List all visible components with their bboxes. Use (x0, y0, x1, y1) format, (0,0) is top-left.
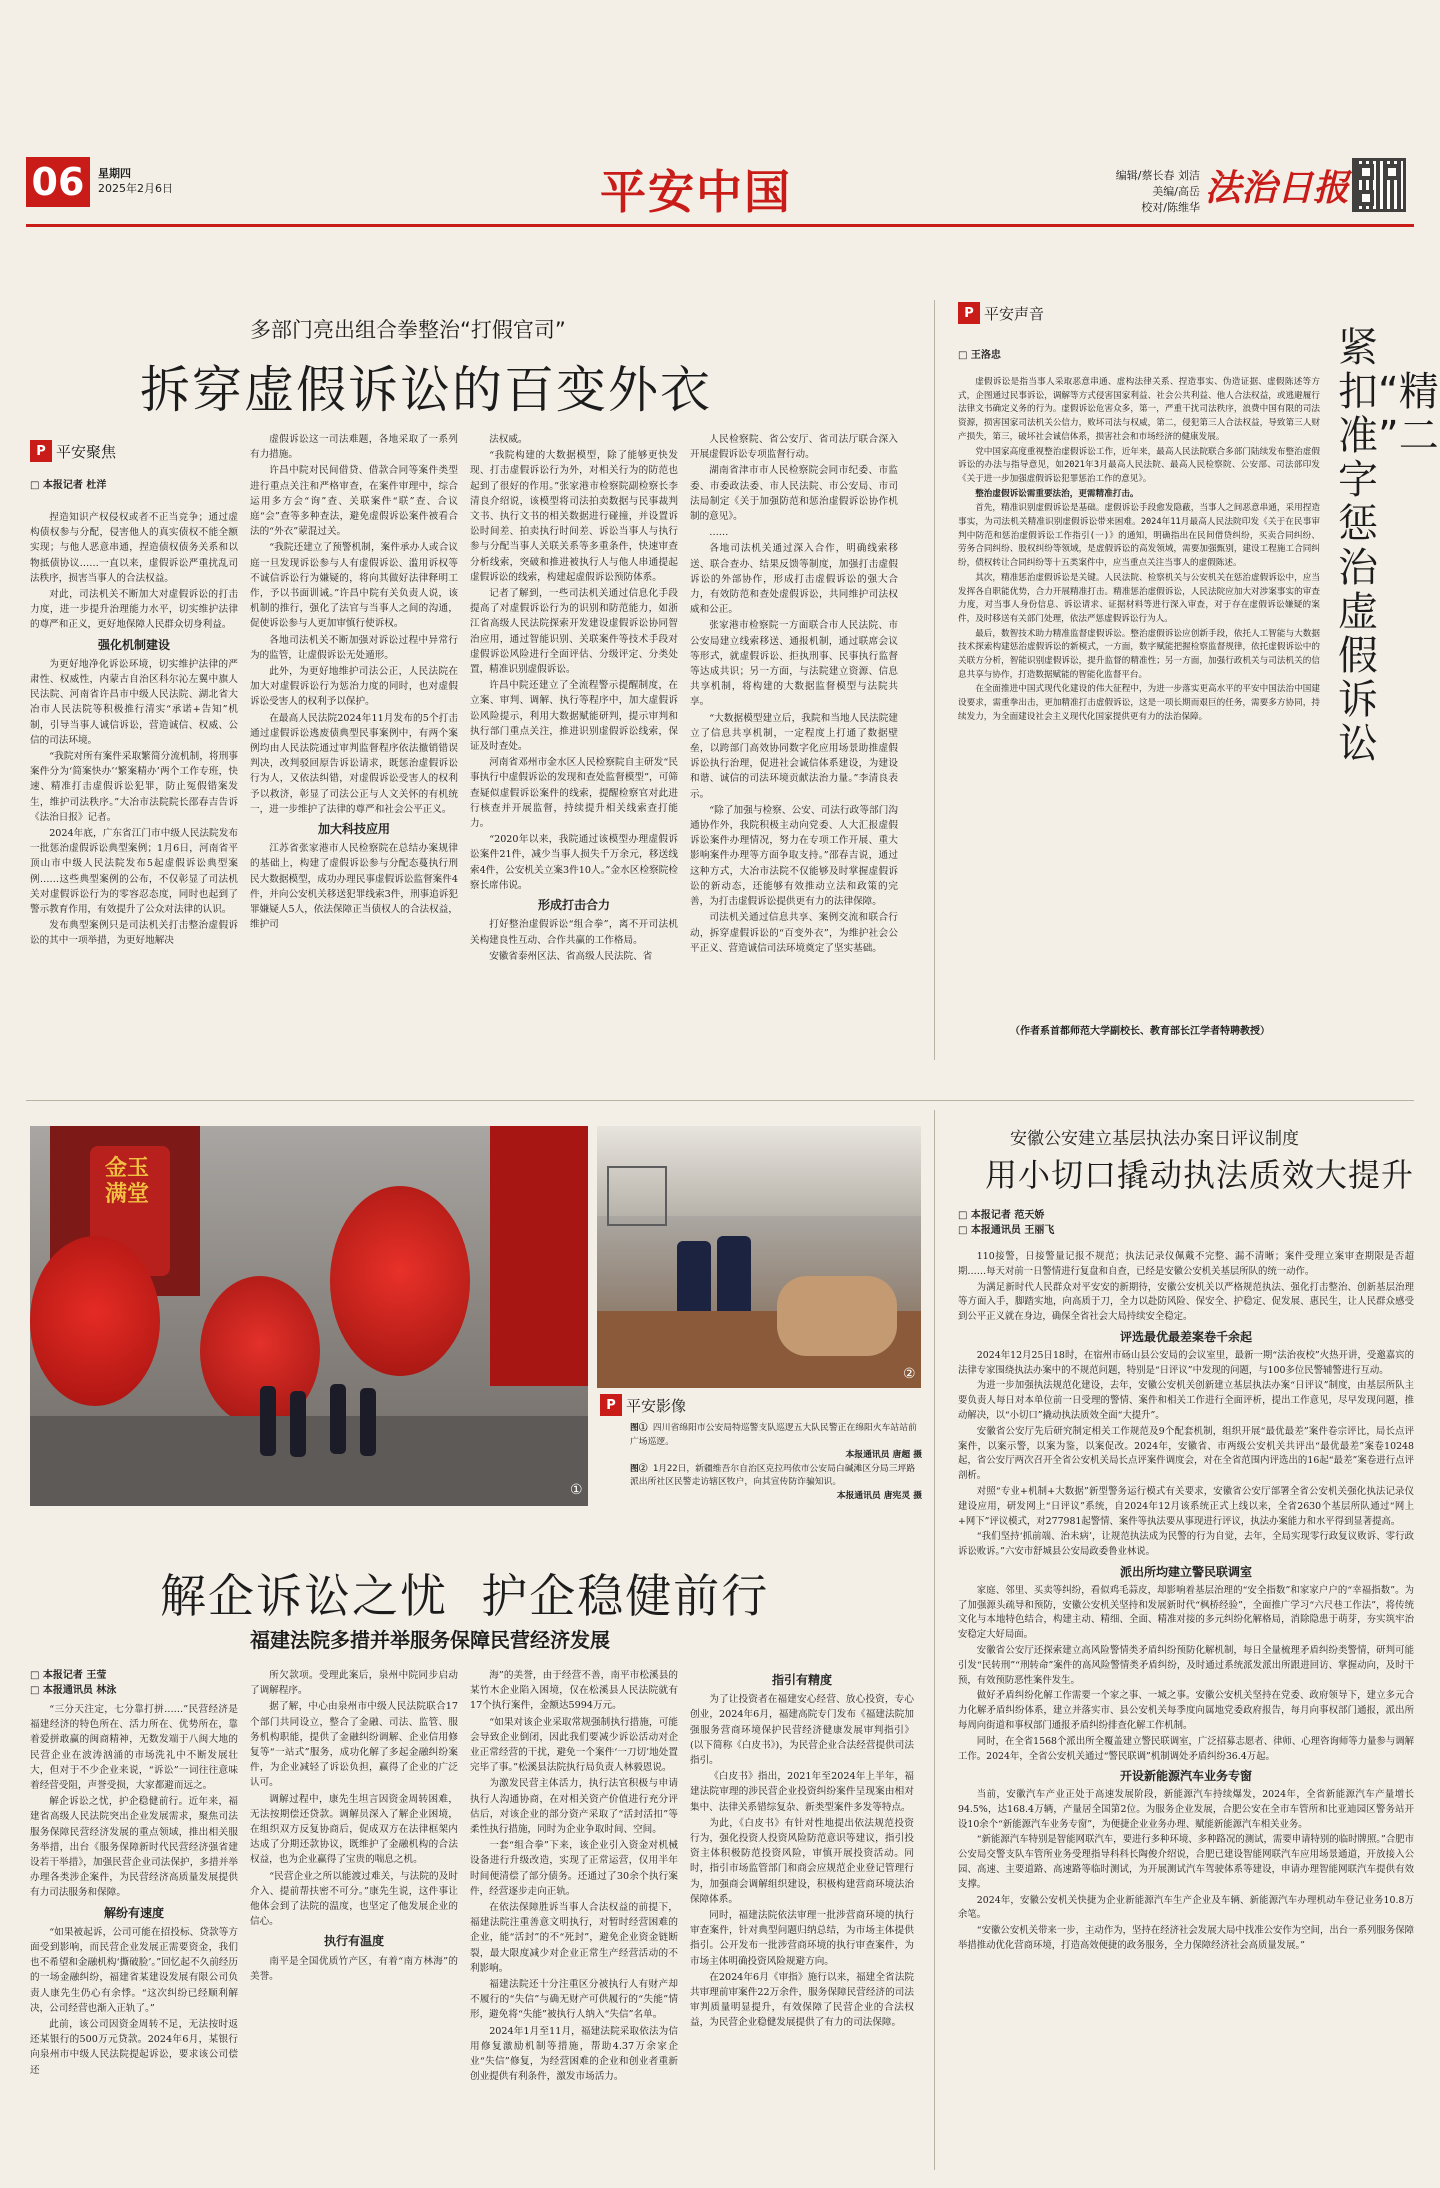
editor-line-3: 校对/陈维华 (1141, 201, 1200, 214)
paragraph: 许昌中院对民间借贷、借款合同等案件类型进行重点关注和严格审查，在案件审理中，综合运用多方会“询”查、关联案件“联”查、合议庭“会”查等多种查法，避免虚假诉讼案件被看合法的“外衣”蒙混过关。 (250, 465, 458, 538)
paragraph: 所欠款项。受理此案后，泉州中院同步启动了调解程序。 (250, 1670, 458, 1697)
paragraph: …… (709, 527, 729, 539)
paragraph: 海”的美誉，由于经营不善，南平市松溪县的某竹木企业陷入困境，仅在松溪县人民法院就有17个执行案件，金额达5994万元。 (470, 1670, 678, 1712)
paragraph: 安徽省泰州区法、省高级人民法院、省 (489, 950, 653, 962)
paragraph: 2024年1月至11月，福建法院采取依法为信用修复激励机制等措施，帮助4.37万余家企业“失信”修复，为经营困难的企业和创业者重新创业提供有利条件，激发市场活力。 (470, 2025, 678, 2083)
paragraph: 安徽省公安厅先后研究制定相关工作规范及9个配套机制，组织开展“最优最差”案件卷宗评比，局长点评案件，以案示警，以案为鉴，以案促改。2024年，安徽省、市两级公安机关共评出“最优最差”案卷10248起，省公安厅两次召开全省公安机关局长点评案件调度会，对在全省范围内评选出的16起“最差”案卷进行点评剖析。 (958, 1425, 1414, 1482)
paragraph: 湖南省津市市人民检察院会同市纪委、市监委、市委政法委、市人民法院、市公安局、市司法局制定《关于加强防范和惩治虚假诉讼协作机制的意见》。 (690, 465, 898, 523)
paragraph: 2024年，安徽公安机关快捷为企业新能源汽车生产企业及车辆、新能源汽车办理机动车登记业务10.8万余笔。 (958, 1894, 1414, 1921)
paragraph: 家庭、邻里、买卖等纠纷，看似鸡毛蒜皮，却影响着基层治理的“安全指数”和家家户户的“幸福指数”。为了加强源头疏导和预防，安徽公安机关坚持和发展新时代“枫桥经验”，全面推广学习“六尺巷工作法”，将传统文化与本地特色结合，构建主动、精细、全面、精准对接的多元纠纷化解格局，消除隐患于萌芽，夯实筑牢治安稳定大好局面。 (958, 1584, 1414, 1641)
header-divider (26, 224, 1414, 227)
article1-column-4 (690, 432, 898, 1037)
article1-column-3 (470, 432, 678, 1037)
paragraph: 一套“组合拳”下来，该企业引入资金对机械设备进行升级改造，实现了正常运营，仅用半年时间便清偿了部分债务。还通过了30余个执行案件，经营逐步走向正轨。 (470, 1840, 678, 1897)
caption-text: 1月22日，新疆维吾尔自治区克拉玛依市公安局白碱滩区分局三坪路派出所社区民警走访辖区牧户，向其宣传防诈骗知识。 (630, 1463, 916, 1487)
tag-label: 平安聚焦 (56, 442, 117, 461)
paragraph: “如果被起诉，公司可能在招投标、贷款等方面受到影响，而民营企业发展正需要资金，我们也不希望和金融机构‘撕破脸’。”回忆起不久前经历的一场金融纠纷，福建省某建设发展有限公司负责人康先生仍心有余悸。“这次纠纷已经顺利解决，公司经营也渐入正轨了。” (30, 1926, 238, 2014)
paragraph: 整治虚假诉讼需重要法治，更需精准打击。 (975, 488, 1139, 499)
editor-line-1: 编辑/蔡长春 刘洁 (1115, 169, 1200, 182)
paragraph: 其次，精准惩治虚假诉讼是关键。人民法院、检察机关与公安机关在惩治虚假诉讼中，应当发挥各自职能优势，合力开展精准打击。精准惩治虚假诉讼，人民法院应加大对涉案事实的审查力度，对当事人身份信息、诉讼请求、证据材料等进行深入审查，对于存在虚假诉讼嫌疑的案件，及时移送有关部门处理，依法严惩虚假诉讼行为人。 (958, 572, 1320, 624)
article1-byline: □ 本报记者 杜洋 (30, 480, 107, 491)
subhead: 解纷有速度 (103, 1905, 164, 1920)
paragraph: 此外，为更好地维护司法公正，人民法院在加大对虚假诉讼行为惩治力度的同时，也对虚假诉讼受害人的权利予以保护。 (250, 666, 458, 708)
issue-date (98, 166, 173, 196)
photo-badge: ① (570, 1482, 583, 1498)
byline-line: □ 本报记者 范天娇 (958, 1210, 1045, 1221)
paragraph: 2024年12月25日18时，在宿州市砀山县公安局的会议室里，最新一期“法治夜校”火热开讲，受邀嘉宾的法律专家围绕执法办案中的不规范问题，特别是“日评议”中发现的问题，与100多位民警辅警进行互动。 (958, 1349, 1414, 1376)
paragraph: “如果对该企业采取常规强制执行措施，可能会导致企业倒闭，因此我们要减少诉讼活动对企业正常经营的干扰，避免一个案件‘一刀切’地处置完毕了事。”松溪县法院执行局负责人林毅恩说。 (470, 1716, 678, 1774)
paragraph: 各地司法机关不断加强对诉讼过程中异常行为的监管，让虚假诉讼无处遁形。 (250, 634, 458, 661)
opinion-author-note: （作者系首都师范大学副校长、教育部长江学者特聘教授） (1010, 1026, 1270, 1037)
article2-headline: 解企诉讼之忧 护企稳健前行 (160, 1569, 770, 1623)
editor-credits (1080, 168, 1200, 216)
subhead: 形成打击合力 (537, 898, 610, 913)
paragraph: 解企诉讼之忧，护企稳健前行。近年来，福建省高级人民法院突出企业发展需求，聚焦司法服务保障民营经济发展的重点领域，推出相关服务举措，出台《服务保障新时代民营经济强省建设若干举措》，加强民营企业司法保护，多措并举办理各类涉企案件，为民营经济高质量发展提供有力司法服务和保障。 (30, 1796, 238, 1899)
paragraph: 在最高人民法院2024年11月发布的5个打击通过虚假诉讼逃废债典型民事案例中，有两个案例均由人民法院通过审判监督程序依法撤销错误判决，改判驳回原告诉讼请求，既惩治虚假诉讼行为人，又依法纠错，对虚假诉讼受害人的权利予以救济，彰显了司法公正与人文关怀的有机统一，进一步维护了法律的尊严和社会公平正义。 (250, 712, 458, 815)
weekday: 星期四 (98, 167, 131, 180)
paragraph: 为满足新时代人民群众对平安安的新期待，安徽公安机关以严格规范执法、强化打击整治、创新基层治理等方面入手，脚踏实地，向高质于刀，全力以赴防风险、保安全、护稳定、促发展、惠民生，让人民群众感受到公平正义就在身边，确保全省社会大局持续安全稳定。 (958, 1281, 1414, 1323)
article1-headline: 拆穿虚假诉讼的百变外衣 (140, 361, 712, 419)
column-divider (934, 300, 935, 1060)
paragraph: 110接警，日接警量记报不规范；执法记录仪佩戴不完整、漏不清晰；案件受理立案审查期限是否超期……每天对前一日警情进行复盘和自查，已经是安徽公安机关基层所队的统一动作。 (958, 1251, 1414, 1277)
paragraph: 捏造知识产权侵权或者不正当竞争；通过虚构债权参与分配，侵害他人的真实债权不能全额实现；与他人恶意串通，捏造债权债务关系和以物抵债协议……一直以来，虚假诉讼严重扰乱司法秩序，损害当事人的合法权益。 (30, 512, 238, 584)
paragraph: 做好矛盾纠纷化解工作需要一个家之事、一城之事。安徽公安机关坚持在党委、政府领导下，建立多元合力化解矛盾纠纷体系，建立并落实市、县公安机关每季度向属地党委政府报告，每月向事权部门通报，派出所每周向街道和事权部门通报矛盾纠纷排查化解工作机制。 (958, 1690, 1414, 1731)
byline-line: □ 本报通讯员 林泳 (30, 1685, 117, 1696)
paragraph: “民营企业之所以能渡过难关，与法院的及时介入、提前帮扶密不可分。”康先生说，这件事让他体会到了法院的温度，也坚定了他发展企业的信心。 (250, 1870, 458, 1928)
opinion-headline: 紧扣“精准”二字惩治虚假诉讼 (1338, 325, 1439, 767)
paragraph: 南平是全国优质竹产区，有着“南方林海”的美誉。 (250, 1955, 458, 1982)
page-number: 06 (31, 160, 85, 204)
paragraph: 为更好地净化诉讼环境，切实维护法律的严肃性、权威性，内蒙古自治区科尔沁左翼中旗人民法院、河南省许昌市中级人民法院、湖北省大冶市人民法院等积极推行清实“承诺+告知”机制，引导当事人诚信诉讼，营造诚信、权威、公信的司法环境。 (30, 658, 238, 746)
section-title: 平安中国 (600, 165, 792, 219)
anhui-kicker: 安徽公安建立基层执法办案日评议制度 (1010, 1129, 1299, 1149)
paragraph: 江苏省张家港市人民检察院在总结办案规律的基础上，构建了虚假诉讼参与分配态蔓执行刑民大数据模型，成功办理民事虚假诉讼监督案件4件，并向公安机关移送犯罪线索3件，刑事追诉犯罪嫌疑人5人，依法保障正当债权人的合法权益，维护司 (250, 843, 458, 931)
article2-column-1 (30, 1702, 238, 2172)
editor-line-2: 美编/高岳 (1152, 185, 1200, 198)
opinion-byline: □ 王洛忠 (958, 350, 1001, 361)
tag-logo-icon: P (600, 1394, 622, 1416)
paragraph: 为了让投资者在福建安心经营、放心投资，专心创业，2024年6月，福建高院专门发布《福建法院加强服务营商环境保护民营经济健康发展审判指引》(以下简称《白皮书》)，为民营企业合法经营提供司法指引。 (690, 1694, 914, 1767)
paragraph: “大数据模型建立后，我院和当地人民法院建立了信息共享机制，一定程度上打通了数据壁垒，以跨部门高效协同数字化应用场景助推虚假诉讼执行治理，促进社会诚信体系建设，为建设和谐、诚信的司法环境贡献法治力量。”李清良表示。 (690, 712, 898, 800)
article2-bylines (30, 1668, 116, 1698)
paragraph: “2020年以来，我院通过该模型办理虚假诉讼案件21件，减少当事人损失千万余元，移送线索4件，公安机关立案3件10人。”金水区检察院检察长席伟说。 (470, 834, 678, 891)
anhui-bylines (958, 1208, 1054, 1238)
paragraph: 福建法院还十分注重区分被执行人有财产却不履行的“失信”与确无财产可供履行的“失能”情形，避免将“失能”被执行人纳入“失信”名单。 (470, 1979, 678, 2021)
article1-column-2 (250, 432, 458, 1037)
paragraph: 张家港市检察院一方面联合市人民法院、市公安局建立线索移送、通报机制，通过联席会议等形式，就虚假诉讼、拒执刑事、民事执行监督等达成共识；另一方面，与法院建立资源、信息共享机制，将构建的大数据监督模型与法院共享。 (690, 620, 898, 708)
paragraph: “我院还建立了预警机制，案件承办人或合议庭一旦发现诉讼参与人有虚假诉讼、滥用诉权等不诚信诉讼行为嫌疑的，将向其做好法律释明工作，予以书面训诫。”许昌中院有关负责人说，该机制的推行，强化了法官与当事人之间的沟通，促使诉讼参与人更加审慎行使诉权。 (250, 542, 458, 630)
paragraph: 2024年底，广东省江门市中级人民法院发布一批惩治虚假诉讼典型案例；1月6日，河南省平顶山市中级人民法院发布5起虚假诉讼典型案例……这些典型案例的公布，不仅彰显了司法机关对虚假诉讼行为的零容忍态度，同时也起到了警示教育作用，有效提升了公众对法律的认识。 (30, 828, 238, 916)
tag-label: 平安影像 (626, 1396, 687, 1415)
paragraph: 为此，《白皮书》有针对性地提出依法规范投资行为，强化投资人投资风险防范意识等建议，指引投资主体积极防范投资风险，审慎开展投资活动。同时，指引市场监管部门和商会应规范企业登记管理行为，加强商会调解组织建设，积极构建营商环境法治保障体系。 (690, 1817, 914, 1905)
paragraph: “除了加强与检察、公安、司法行政等部门沟通协作外，我院积极主动向党委、人大汇报虚假诉讼案件办理情况，努力在专项工作开展、重大影响案件办理等方面争取支持。”邵春吉说，通过这种方式，大冶市法院不仅能够及时掌握虚假诉讼的新动态，还能够有效推动立法和政策的完善，为打击虚假诉讼提供更有力的法律保障。 (690, 804, 898, 908)
subhead: 强化机制建设 (97, 637, 170, 652)
paragraph: 同时，在全省1568个派出所全覆盖建立警民联调室，广泛招募志愿者、律师、心理咨询师等力量参与调解工作。2024年，全省公安机关通过“警民联调”机制调处矛盾纠纷36.4万起。 (958, 1735, 1414, 1762)
tag-pingan-yingxiang (600, 1394, 686, 1416)
paragraph: 安徽省公安厅还探索建立高风险警情类矛盾纠纷预防化解机制，每日全量梳理矛盾纠纷类警情，研判可能引发“民转刑”“刑转命”案件的高风险警情类矛盾纠纷，及时通过系统派发派出所跟进回访、掌握动向，及时干预，有效预防恶性案件发生。 (958, 1644, 1414, 1686)
paragraph: 党中国家高度重视整治虚假诉讼工作，近年来，最高人民法院联合多部门陆续发布整治虚假诉讼的办法与指导意见，如2021年3月最高人民法院、最高人民检察院、公安部、司法部印发《关于进一步加强虚假诉讼犯罪惩治工作的意见》。 (958, 446, 1320, 484)
tag-label: 平安声音 (984, 304, 1045, 323)
paragraph: “我院构建的大数据模型，除了能够更快发现、打击虚假诉讼行为外，对相关行为的防范也起到了很好的作用。”张家港市检察院副检察长李清良介绍说，该模型将司法拍卖数据与民事裁判文书、执行文书的相关数据进行碰撞，并设置诉讼时间差、拍卖执行时间差、诉讼当事人与执行参与分配当事人关联关系等多重条件，快速审查分析线索，突破和推进被执行人与他人串通提起虚假诉讼的线索，构建起虚假诉讼预防体系。 (470, 450, 678, 583)
paragraph: 法权威。 (489, 434, 528, 445)
anhui-headline: 用小切口撬动执法质效大提升 (985, 1156, 1415, 1194)
paragraph: “新能源汽车特别是智能网联汽车，要进行多种环境、多种路况的测试，需要申请特别的临时牌照。”合肥市公安局交警支队车管所业务受理指导科科长陶俊介绍说，合肥已建设智能网联汽车应用场景通道，开放接入公园、高速、主要道路、高速路等临时测试，为开展测试汽车驾驶体系等建设，申请办理智能网联汽车提供有效支撑。 (958, 1834, 1414, 1890)
paragraph: 司法机关通过信息共享、案例交流和联合行动，拆穿虚假诉讼的“百变外衣”，为维护社会公平正义、营造诚信司法环境奠定了坚实基础。 (690, 912, 898, 954)
paragraph: 据了解，中心由泉州市中级人民法院联合17个部门共同设立，整合了金融、司法、监管、服务机构职能，提供了金融纠纷调解、企业信用修复等“一站式”服务，成功化解了多起金融纠纷案件，为企业减轻了诉讼负担，赢得了企业的广泛认可。 (250, 1701, 458, 1789)
paragraph: 当前，安徽汽车产业正处于高速发展阶段，新能源汽车持续爆发，2024年，全省新能源汽车产量增长94.5%，达168.4万辆，产量居全国第2位。为服务企业发展，合肥公安在全市车管所和比亚迪园区警务站开设10余个“新能源汽车业务专窗”，为便捷企业业务办理、赋能新能源汽车相关业务。 (958, 1789, 1414, 1830)
paragraph: 对照“专业+机制+大数据”新型警务运行模式有关要求，安徽省公安厅部署全省公安机关强化执法记录仪建设应用，研发网上“日评议”系统，自2024年12月该系统正式上线以来，全省2630个基层所队通过“网上+网下”评议模式，对277981起警情、案件等执法要从事现进行评议，执法办案能力和水平得到显著提高。 (958, 1485, 1414, 1527)
paragraph: 首先，精准识别虚假诉讼是基础。虚假诉讼手段愈发隐蔽，当事人之间恶意串通，采用捏造事实，为司法机关精准识别虚假诉讼带来困难。2024年11月最高人民法院印发《关于在民事审判中防范和惩治虚假诉讼工作指引(一)》的通知，明确指出在民间借贷纠纷，买卖合同纠纷、劳务合同纠纷、股权纠纷等领域，是虚假诉讼的高发领域，需要加强甄别，建设工程施工合同纠纷，债权转让合同纠纷等十五类案件中，应当重点关注当事人的虚假陈述。 (958, 503, 1320, 569)
paragraph: “我院对所有案件采取繁简分流机制，将刑事案件分为‘简案快办’‘繁案精办’两个工作专班，快速、精准打击虚假诉讼犯罪，防止冤假错案发生，维护司法秩序。”大冶市法院院长邵春吉告诉《法治日报》记者。 (30, 751, 238, 823)
photo-credit: 本报通讯员 唐超 摄 (845, 1450, 922, 1460)
paragraph: “安徽公安机关带来一步，主动作为，坚持在经济社会发展大局中找准公安作为空间，出台一系列服务保障举措推动优化营商环境，打造高效便捷的政务服务，全力保障经济社会高质量发展。” (958, 1925, 1414, 1952)
section-divider (26, 1100, 1414, 1101)
article1-column-1 (30, 510, 238, 1037)
photo-credit: 本报通讯员 唐宪灵 摄 (836, 1490, 922, 1501)
photo-1-lanterns (30, 1126, 588, 1506)
banner-text: 金玉满堂 (105, 1156, 150, 1207)
subhead: 执行有温度 (323, 1934, 384, 1949)
paragraph: “我们坚持‘抓前端、治未病’，让规范执法成为民警的行为自觉，去年，全局实现零行政复议败诉、零行政诉讼败诉。”六安市舒城县公安局政委鲁业林说。 (958, 1531, 1414, 1558)
paragraph: 在依法保障胜诉当事人合法权益的前提下，福建法院注重善意文明执行，对暂时经营困难的企业，能“活封”的不“死封”，避免企业资金链断裂，最大限度减少对企业正常生产经营活动的不利影响。 (470, 1902, 678, 1974)
paragraph: 人民检察院、省公安厅、省司法厅联合深入开展虚假诉讼专项监督行动。 (690, 434, 898, 461)
paragraph: 发布典型案例只是司法机关打击整治虚假诉讼的其中一项举措，为更好地解决 (30, 920, 238, 947)
date: 2025年2月6日 (98, 182, 173, 195)
caption-text: 四川省绵阳市公安局特巡警支队巡逻五大队民警正在绵阳火车站站前广场巡逻。 (630, 1423, 917, 1447)
paragraph: 调解过程中，康先生坦言因资金周转困难，无法按期偿还贷款。调解员深入了解企业困境，在组织双方反复协商后，促成双方在法律框架内达成了分期还款协议，既维护了金融机构的合法权益，也为企业赢得了宝贵的喘息之机。 (250, 1793, 458, 1866)
paragraph: 此前，该公司因资金周转不足，无法按时返还某银行的500万元贷款。2024年6月，某银行向泉州市中级人民法院提起诉讼，要求该公司偿还 (30, 2019, 238, 2076)
paragraph: 虚假诉讼这一司法难题，各地采取了一系列有力措施。 (250, 434, 458, 461)
paragraph: “三分天注定，七分靠打拼……”民营经济是福建经济的特色所在、活力所在、优势所在，靠着爱拼敢赢的闽商精神，无数发端于八闽大地的民营企业在波涛汹涌的市场洗礼中不断发展壮大，但对于不少企业来说，“诉讼”一词往往意味着经营受阻，声誉受损，大家都避而远之。 (30, 1704, 238, 1792)
opinion-body (958, 376, 1320, 1016)
paragraph: 为进一步加强执法规范化建设，去年，安徽公安机关创新建立基层执法办案“日评议”制度，由基层所队主要负责人每日对本单位前一日受理的警情、案件和相关工作进行全面评析，提出工作意见，尽早发现问题，推动解决，以“小切口”撬动执法质效全面“大提升”。 (958, 1380, 1414, 1421)
paragraph: 记者了解到，一些司法机关通过信息化手段提高了对虚假诉讼行为的识别和防范能力，如浙江省高级人民法院探索开发建设虚假诉讼协同智治应用，通过智能识别、关联案件等技术手段对虚假诉讼风险进行全面评估、分级评定、分类处置，精准识别虚假诉讼。 (470, 588, 678, 676)
paragraph: 河南省邓州市金水区人民检察院自主研发“民事执行中虚假诉讼的发现和查处监督模型”，可筛查疑似虚假诉讼案件的线索，提醒检察官对此进行核查并开展监督，持续提升相关线索查打能力。 (470, 757, 678, 830)
masthead-logo: 法治日报 (1205, 167, 1350, 209)
article2-column-4 (690, 1668, 914, 2172)
paragraph: 为激发民营主体活力，执行法官积极与申请执行人沟通协商，在对相关资产价值进行充分评估后，对该企业的部分资产采取了“活封活扣”等柔性执行措施，同时为企业争取时间、空间。 (470, 1778, 678, 1836)
paragraph: 《白皮书》指出，2021年至2024年上半年，福建法院审理的涉民营企业投资纠纷案件呈现案由相对集中、法律关系错综复杂、新类型案件多发等特点。 (690, 1771, 914, 1813)
photo-captions (630, 1422, 922, 1503)
anhui-body (958, 1250, 1414, 2170)
paragraph: 许昌中院还建立了全流程警示提醒制度，在立案、审判、调解、执行等程序中，加大虚假诉讼风险提示，利用大数据赋能研判，提示审判和执行部门重点关注，推进识别虚假诉讼线索，保证及时查处。 (470, 680, 678, 753)
page-number-box (26, 157, 90, 207)
subhead: 开设新能源汽车业务专窗 (1119, 1769, 1252, 1784)
article2-subheadline: 福建法院多措并举服务保障民营经济发展 (250, 1628, 610, 1652)
qr-code-icon (1352, 158, 1406, 212)
subhead: 加大科技应用 (317, 822, 390, 837)
paragraph: 同时，福建法院依法审理一批涉营商环境的执行审查案件，针对典型问题归纳总结，为市场主体提供指引。公开发布一批涉营商环境的执行审查案件，为市场主体明确投资风险规避方向。 (690, 1910, 914, 1967)
tag-pingan-jujiao (30, 440, 116, 462)
caption-label: 图② (630, 1463, 648, 1474)
paragraph: 在全面推进中国式现代化建设的伟大征程中，为进一步落实更高水平的平安中国法治中国建设要求，需重拳出击，更加精准打击虚假诉讼，这是一项长期而艰巨的任务，需要多方协同，持续发力，为全面建设社会主义现代化国家提供更有力的法治保障。 (958, 684, 1320, 722)
byline-line: □ 本报记者 王莹 (30, 1670, 107, 1681)
column-divider (934, 1110, 935, 2170)
article2-column-2 (250, 1668, 458, 2172)
subhead: 派出所均建立警民联调室 (1119, 1564, 1252, 1579)
subhead: 评选最优最差案卷千余起 (1119, 1329, 1252, 1344)
paragraph: 在2024年6月《审指》施行以来，福建全省法院共审理前审案件22万余件，服务保障民营经济的司法审判质量明显提升，有效保障了民营企业的合法权益，为民营企业稳健发展提供了有力的司法保障。 (690, 1971, 914, 2029)
byline-line: □ 本报通讯员 王丽飞 (958, 1225, 1055, 1236)
subhead: 指引有精度 (771, 1673, 832, 1687)
tag-logo-icon: P (30, 440, 52, 462)
photo-badge: ② (903, 1366, 916, 1382)
tag-logo-icon: P (958, 302, 980, 324)
paragraph: 虚假诉讼是指当事人采取恶意串通、虚构法律关系、捏造事实、伪造证据、虚假陈述等方式，企图通过民事诉讼，调解等方式侵害国家利益、社会公共利益、他人合法权益，或逃避履行法律文书确定义务的行为。虚假诉讼危害众多，第一，严重干扰司法秩序，浪费中国有限的司法资源，损害国家司法机关公信力，败坏司法与权威，第二，侵犯第三人合法权益，导致第三人财产损失，第三，破坏社会诚信体系，损害社会和市场经济的健康发展。 (958, 377, 1320, 442)
caption-label: 图① (630, 1423, 648, 1433)
paragraph: 各地司法机关通过深入合作，明确线索移送、联合查办、结果反馈等制度，加强打击虚假诉讼的外部协作，形成打击虚假诉讼的强大合力，有效防范和查处虚假诉讼，共同维护司法权威和公正。 (690, 543, 898, 616)
article2-column-3 (470, 1668, 678, 2172)
paragraph: 对此，司法机关不断加大对虚假诉讼的打击力度，进一步提升治理能力水平，切实维护法律的尊严和正义，更好地保障人民群众切身利益。 (30, 589, 238, 631)
tag-pingan-shengyin (958, 302, 1044, 324)
photo-2-farm (597, 1126, 921, 1388)
paragraph: 打好整治虚假诉讼“组合拳”，离不开司法机关构建良性互动、合作共赢的工作格局。 (470, 919, 678, 946)
paragraph: 最后，数智技术助力精准监督虚假诉讼。整治虚假诉讼应创新手段，依托人工智能与大数据技术探索构建惩治虚假诉讼的新模式，一方面，数字赋能把握检察监督规律，依托虚假诉讼中的关联方分析，智能识别虚假诉讼，提升监督的精准性；另一方面，加强行政机关与司法机关的信息共享与协作，打造数据赋能的智能化监督平台。 (958, 628, 1320, 680)
article1-kicker: 多部门亮出组合拳整治“打假官司” (250, 318, 566, 342)
